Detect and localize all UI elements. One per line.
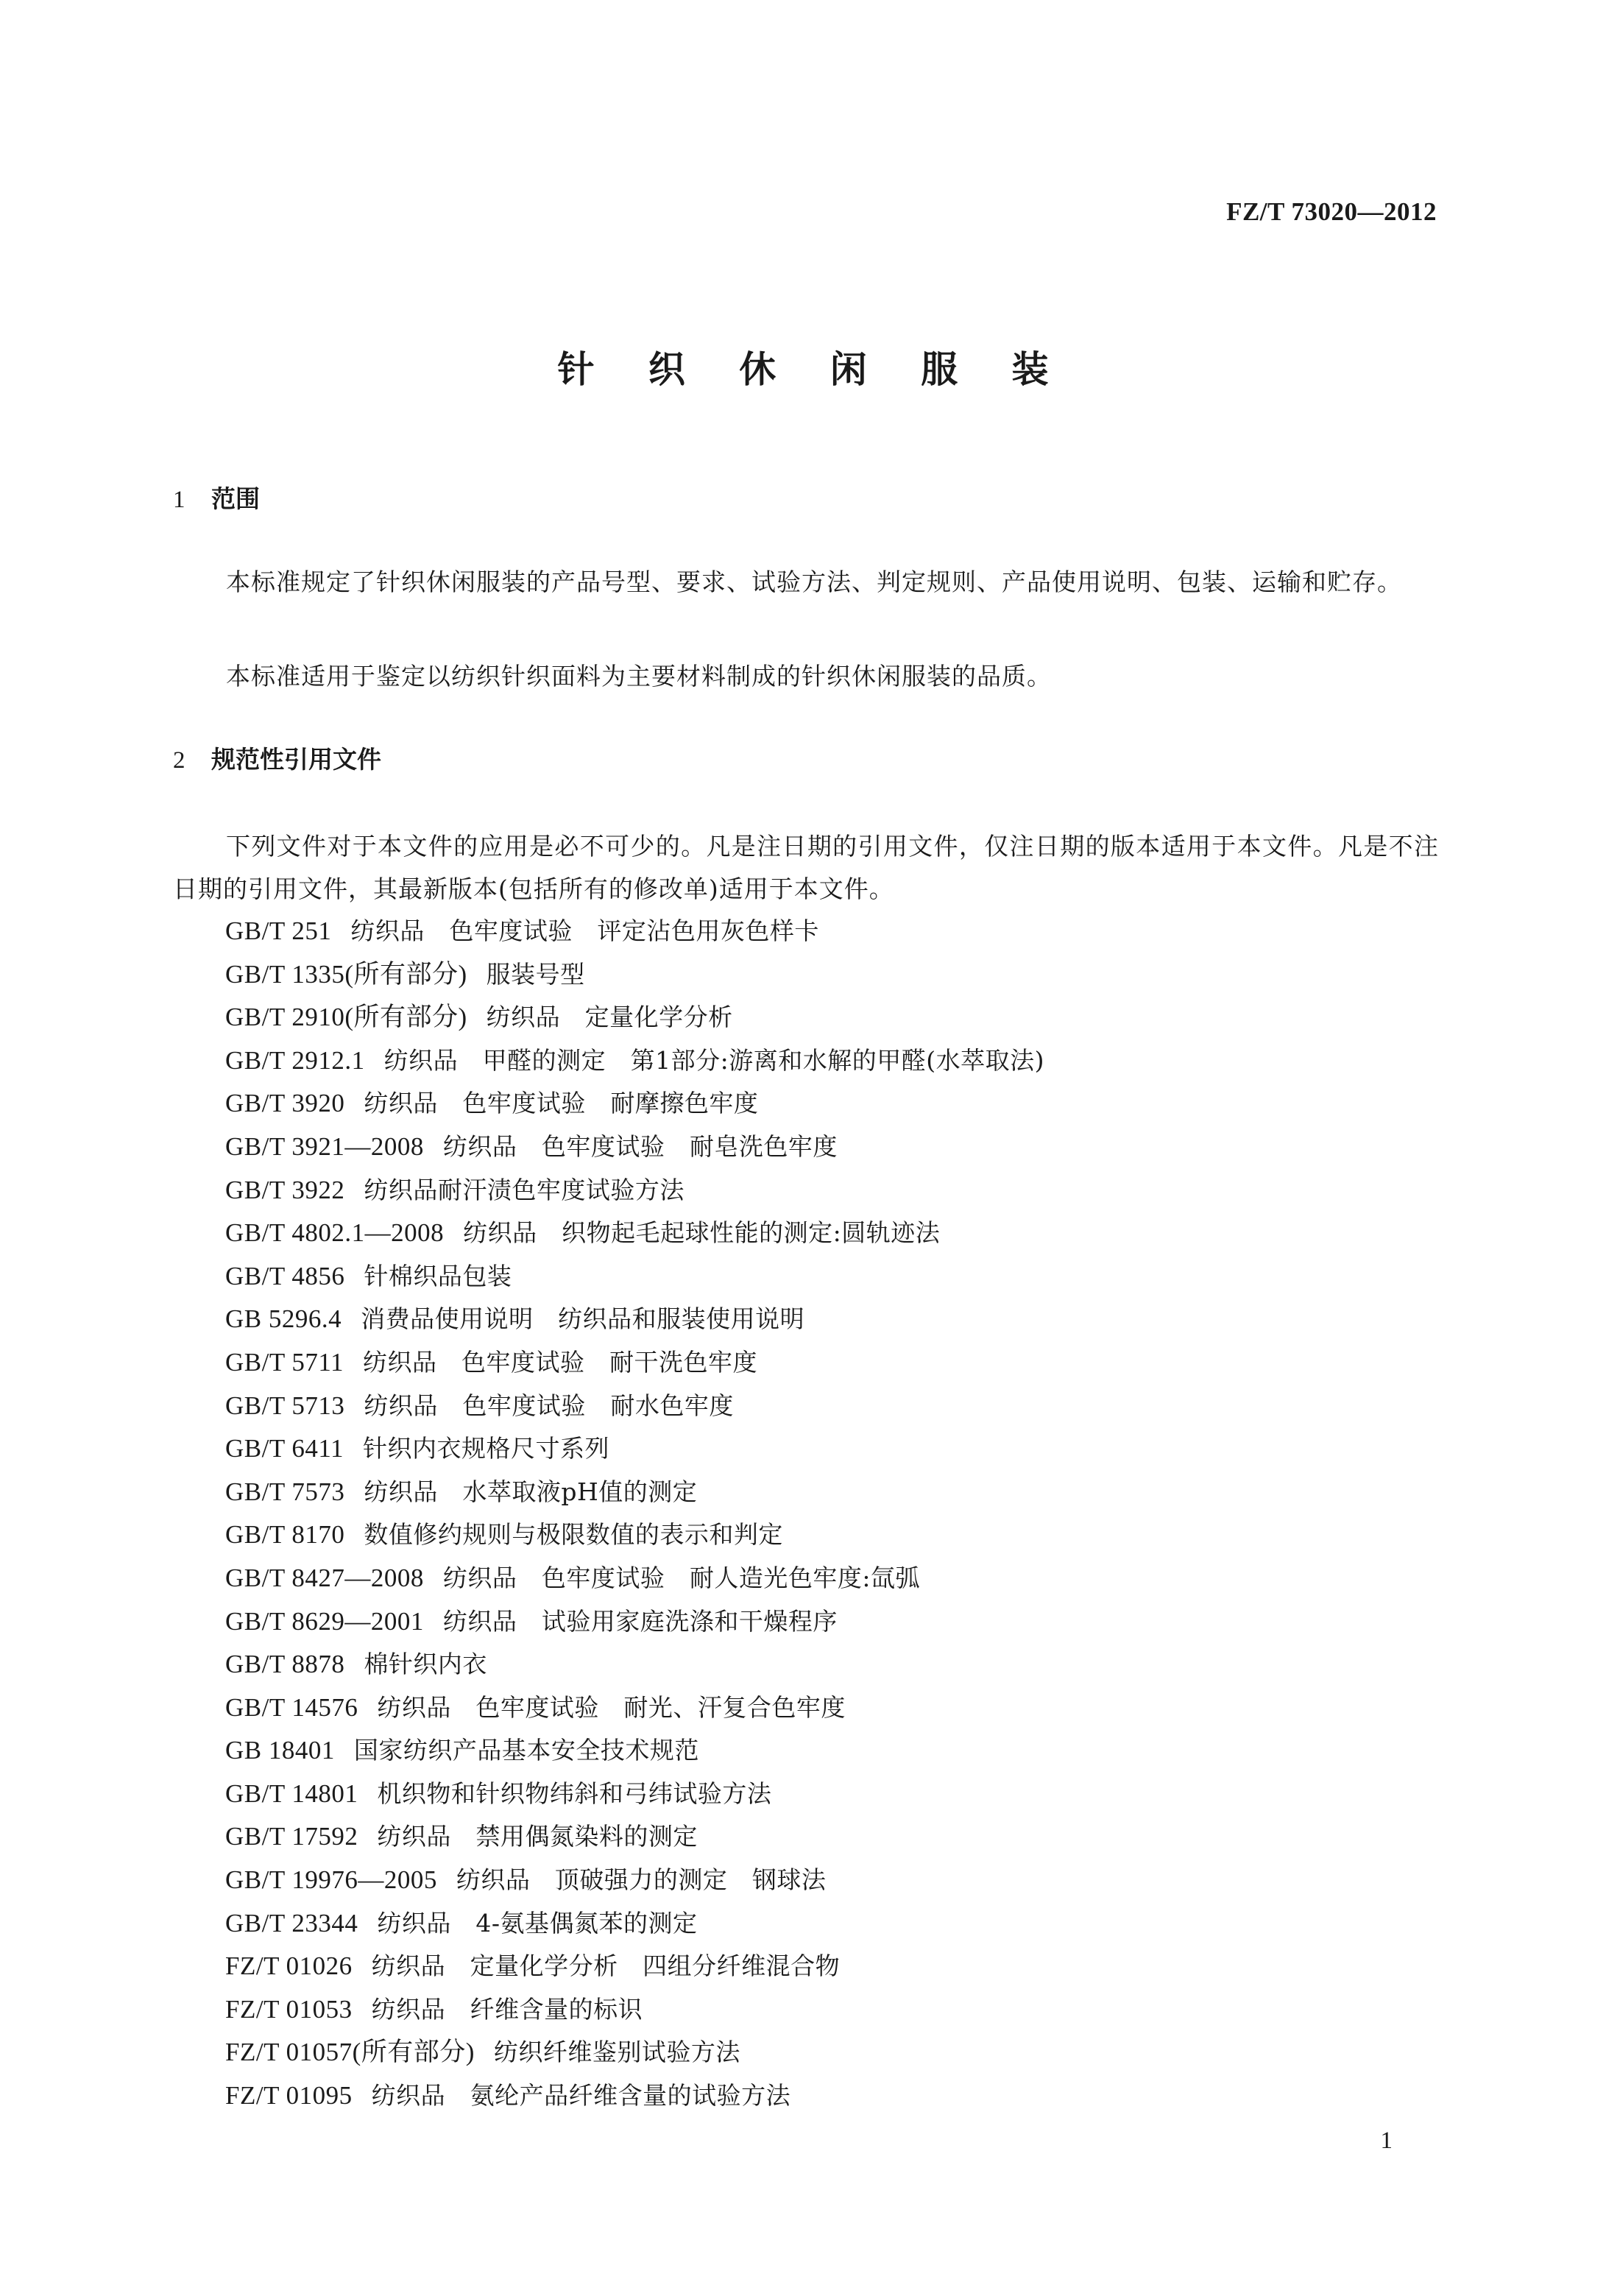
- reference-item: [225, 1815, 1044, 1859]
- reference-item: [225, 953, 1044, 997]
- reference-code: GB/T 4802.1—2008: [225, 1218, 445, 1248]
- reference-title: 纺织品 色牢度试验 耐光、汗复合色牢度: [377, 1692, 846, 1722]
- reference-title: 纺织品 4-氨基偶氮苯的测定: [377, 1908, 698, 1938]
- reference-code: GB/T 8427—2008: [225, 1563, 424, 1592]
- reference-item: [225, 1298, 1044, 1341]
- reference-code: GB/T 19976—2005: [225, 1865, 437, 1895]
- reference-title: 纺织品 顶破强力的测定 钢球法: [456, 1865, 827, 1895]
- reference-item: [225, 1169, 1044, 1212]
- reference-item: [225, 1686, 1044, 1730]
- reference-code: GB/T 2910(所有部分): [225, 1003, 467, 1032]
- reference-code: GB/T 2912.1: [225, 1045, 365, 1075]
- reference-item: [225, 1902, 1044, 1946]
- document-title: 针 织 休 闲 服 装: [557, 348, 1069, 391]
- reference-title: 纺织品 水萃取液pH值的测定: [364, 1477, 698, 1506]
- reference-title: 纺织纤维鉴别试验方法: [493, 2038, 740, 2067]
- reference-code: FZ/T 01095: [225, 2081, 353, 2110]
- reference-code: FZ/T 01053: [225, 1994, 353, 2024]
- reference-title: 纺织品 色牢度试验 耐人造光色牢度:氙弧: [442, 1563, 920, 1592]
- reference-title: 纺织品 色牢度试验 耐摩擦色牢度: [364, 1089, 759, 1118]
- reference-code: GB/T 8170: [225, 1520, 345, 1550]
- reference-item: [225, 1643, 1044, 1686]
- reference-item: [225, 1859, 1044, 1902]
- scope-paragraph-2: 本标准适用于鉴定以纺织针织面料为主要材料制成的针织休闲服装的品质。: [226, 662, 1052, 690]
- reference-title: 针织内衣规格尺寸系列: [363, 1434, 610, 1463]
- section-number: 2: [173, 747, 185, 774]
- reference-code: GB/T 3920: [225, 1089, 345, 1118]
- reference-title: 纺织品 氨纶产品纤维含量的试验方法: [371, 2081, 791, 2110]
- reference-item: [225, 1212, 1044, 1255]
- section-2-heading: [173, 741, 381, 775]
- reference-code: GB 18401: [225, 1736, 335, 1765]
- reference-item: [225, 1039, 1044, 1083]
- reference-title: 纺织品 色牢度试验 耐皂洗色牢度: [442, 1131, 838, 1161]
- reference-item: [225, 1513, 1044, 1557]
- reference-item: [225, 1557, 1044, 1600]
- reference-code: GB/T 8629—2001: [225, 1606, 424, 1636]
- reference-item: [225, 996, 1044, 1039]
- reference-title: 国家纺织产品基本安全技术规范: [353, 1736, 699, 1765]
- reference-item: [225, 2031, 1044, 2074]
- reference-code: GB/T 14801: [225, 1778, 358, 1808]
- reference-code: GB/T 8878: [225, 1650, 345, 1679]
- reference-code: GB 5296.4: [225, 1304, 342, 1334]
- reference-item: [225, 1729, 1044, 1773]
- reference-item: [225, 1082, 1044, 1126]
- reference-title: 针棉织品包装: [364, 1261, 512, 1290]
- section-1-heading: [173, 480, 260, 515]
- reference-title: 纺织品 纤维含量的标识: [371, 1994, 643, 2024]
- reference-item: [225, 2074, 1044, 2118]
- reference-title: 消费品使用说明 纺织品和服装使用说明: [361, 1304, 805, 1334]
- reference-code: GB/T 14576: [225, 1692, 358, 1722]
- references-intro-paragraph: 下列文件对于本文件的应用是必不可少的。凡是注日期的引用文件，仅注日期的版本适用于本文件。凡是不注日期的引用文件，其最新版本(包括所有的修改单)适用于本文件。: [173, 832, 1439, 903]
- reference-code: GB/T 1335(所有部分): [225, 959, 467, 989]
- section-title: 范围: [211, 484, 260, 513]
- reference-code: GB/T 3921—2008: [225, 1131, 424, 1161]
- reference-code: GB/T 4856: [225, 1261, 345, 1290]
- reference-code: GB/T 17592: [225, 1822, 358, 1851]
- reference-code: FZ/T 01026: [225, 1951, 353, 1981]
- reference-title: 纺织品 试验用家庭洗涤和干燥程序: [442, 1606, 838, 1636]
- reference-item: [225, 1385, 1044, 1428]
- reference-item: [225, 1988, 1044, 2032]
- reference-title: 数值修约规则与极限数值的表示和判定: [364, 1520, 783, 1550]
- reference-title: 纺织品 定量化学分析 四组分纤维混合物: [371, 1951, 841, 1981]
- reference-item: [225, 910, 1044, 953]
- reference-code: GB/T 3922: [225, 1175, 345, 1204]
- reference-code: GB/T 6411: [225, 1434, 344, 1463]
- document-code: FZ/T 73020—2012: [1226, 197, 1437, 226]
- scope-paragraph-1: 本标准规定了针织休闲服装的产品号型、要求、试验方法、判定规则、产品使用说明、包装、运输和贮存。: [226, 568, 1402, 596]
- reference-item: [225, 1341, 1044, 1385]
- reference-title: 纺织品 色牢度试验 耐水色牢度: [364, 1391, 734, 1420]
- reference-item: [225, 1255, 1044, 1299]
- reference-title: 机织物和针织物纬斜和弓纬试验方法: [377, 1778, 772, 1808]
- section-number: 1: [173, 487, 185, 513]
- reference-title: 纺织品耐汗渍色牢度试验方法: [364, 1175, 685, 1204]
- reference-item: [225, 1126, 1044, 1169]
- normative-references-list: [225, 910, 1044, 2118]
- section-title: 规范性引用文件: [211, 745, 381, 774]
- reference-code: GB/T 23344: [225, 1908, 358, 1938]
- reference-code: GB/T 251: [225, 916, 332, 945]
- reference-item: [225, 1427, 1044, 1471]
- reference-title: 纺织品 定量化学分析: [486, 1003, 733, 1032]
- page-number: 1: [1380, 2127, 1393, 2154]
- reference-code: GB/T 5713: [225, 1391, 345, 1420]
- reference-item: [225, 1773, 1044, 1816]
- reference-item: [225, 1600, 1044, 1644]
- reference-code: GB/T 5711: [225, 1347, 344, 1377]
- reference-title: 纺织品 色牢度试验 评定沾色用灰色样卡: [350, 916, 819, 945]
- reference-title: 纺织品 甲醛的测定 第1部分:游离和水解的甲醛(水萃取法): [383, 1045, 1044, 1075]
- reference-code: FZ/T 01057(所有部分): [225, 2038, 475, 2067]
- reference-title: 纺织品 禁用偶氮染料的测定: [377, 1822, 698, 1851]
- reference-title: 棉针织内衣: [364, 1650, 487, 1679]
- reference-title: 服装号型: [486, 959, 585, 989]
- reference-code: GB/T 7573: [225, 1477, 345, 1506]
- reference-item: [225, 1471, 1044, 1514]
- reference-title: 纺织品 色牢度试验 耐干洗色牢度: [363, 1347, 758, 1377]
- reference-title: 纺织品 织物起毛起球性能的测定:圆轨迹法: [463, 1218, 941, 1248]
- reference-item: [225, 1945, 1044, 1988]
